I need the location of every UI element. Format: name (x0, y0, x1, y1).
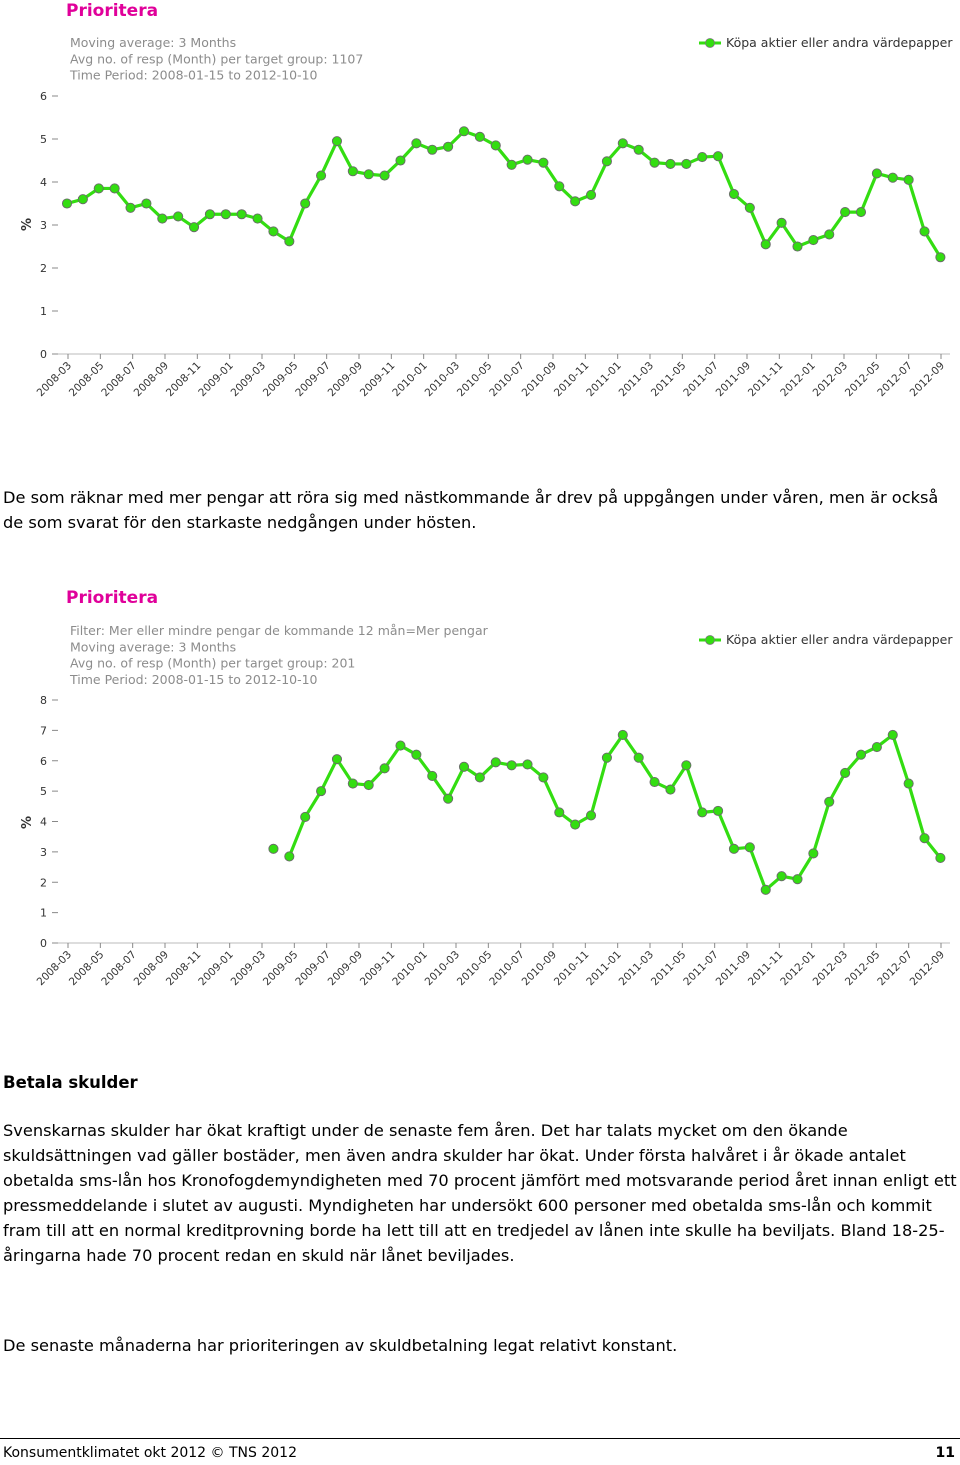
paragraph-konstant: De senaste månaderna har prioriteringen av skuldbetalning legat relativt konstant. (3, 1336, 678, 1355)
x-tick-label: 2010-05 (454, 359, 495, 400)
paragraph-skulder: Svenskarnas skulder har ökat kraftigt under de senaste fem åren. Det har talats mycket om den ökande skuldsättningen vad gäller bostäder, men även andra skulder har ökat. Under första halvåret i år ökade antalet obetalda sms-lån hos Kronofogdemyndigheten med 70 procent jämfört med motsvarande period året innan enligt ett pressmeddelande i slutet av augusti. Myndigheten har undersökt 600 personer med obetalda sms-lån och kommit fram till att en normal kreditprovning borde ha lett till att en tredjedel av lånen inte skulle ha beviljats. Bland 18-25-åringarna hade 70 procent redan en skuld när lånet beviljades. (3, 1121, 957, 1265)
data-point (507, 160, 516, 169)
x-tick-label: 2010-01 (390, 948, 430, 989)
data-point (94, 184, 103, 193)
y-tick-label: 7 (40, 724, 47, 738)
x-tick-label: 2009-05 (260, 948, 301, 989)
data-point (78, 195, 87, 204)
data-point (475, 132, 484, 141)
x-tick-label: 2012-07 (875, 948, 915, 989)
data-point (856, 208, 865, 217)
y-tick-label: 4 (40, 815, 47, 829)
x-tick-label: 2011-03 (616, 359, 657, 400)
data-point (523, 155, 532, 164)
data-point (682, 159, 691, 168)
data-point (412, 139, 421, 148)
data-point (285, 852, 294, 861)
y-tick-label: 6 (40, 754, 47, 768)
x-tick-label: 2012-09 (907, 359, 948, 400)
x-tick-label: 2009-07 (293, 359, 333, 400)
data-point (618, 730, 627, 739)
data-point (444, 142, 453, 151)
data-point (920, 227, 929, 236)
x-tick-label: 2010-09 (519, 948, 560, 989)
data-point (380, 764, 389, 773)
x-tick-label: 2012-01 (778, 948, 818, 989)
data-point (602, 753, 611, 762)
data-point (555, 182, 564, 191)
data-point (936, 853, 945, 862)
x-tick-label: 2012-01 (778, 359, 818, 400)
data-point (920, 834, 929, 843)
data-point (729, 189, 738, 198)
x-tick-label: 2010-11 (551, 948, 592, 989)
data-point (761, 885, 770, 894)
data-point (650, 777, 659, 786)
data-point (793, 242, 802, 251)
x-tick-label: 2010-11 (551, 359, 592, 400)
data-point (396, 156, 405, 165)
x-tick-label: 2011-05 (648, 948, 689, 989)
data-point (793, 875, 802, 884)
data-point (761, 240, 770, 249)
data-point (205, 210, 214, 219)
data-point (682, 761, 691, 770)
data-point (666, 159, 675, 168)
x-tick-label: 2009-01 (196, 359, 236, 400)
x-tick-label: 2009-03 (228, 359, 269, 400)
x-tick-label: 2012-05 (842, 359, 883, 400)
x-tick-label: 2012-05 (842, 948, 883, 989)
data-point (316, 787, 325, 796)
x-tick-label: 2009-05 (260, 359, 301, 400)
data-point (491, 141, 500, 150)
data-point (507, 761, 516, 770)
x-tick-label: 2012-03 (810, 359, 851, 400)
data-point (301, 812, 310, 821)
data-point (698, 152, 707, 161)
x-tick-label: 2009-09 (325, 948, 366, 989)
data-point (618, 139, 627, 148)
data-point (586, 190, 595, 199)
data-point (825, 230, 834, 239)
y-tick-label: 8 (40, 694, 47, 707)
chart-meta-line: Filter: Mer eller mindre pengar de kommande 12 mån=Mer pengar (70, 623, 488, 638)
x-tick-label: 2008-05 (66, 948, 107, 989)
legend-label: Köpa aktier eller andra värdepapper (726, 632, 953, 647)
data-point (285, 237, 294, 246)
x-tick-label: 2010-09 (519, 359, 560, 400)
data-point (237, 210, 246, 219)
x-tick-label: 2008-03 (34, 359, 75, 400)
data-point (936, 253, 945, 262)
data-point (904, 779, 913, 788)
data-point (380, 171, 389, 180)
data-point (364, 780, 373, 789)
line-chart-2 (0, 588, 960, 1000)
data-point (174, 212, 183, 221)
y-tick-label: 1 (40, 305, 47, 318)
data-point (698, 808, 707, 817)
chart-prioritera-mer-pengar (0, 588, 960, 1000)
y-tick-label: 0 (40, 937, 47, 950)
y-tick-label: 5 (40, 133, 47, 146)
x-tick-label: 2010-03 (422, 948, 463, 989)
y-axis-label: % (20, 815, 35, 829)
data-point (491, 758, 500, 767)
data-point (269, 227, 278, 236)
x-tick-label: 2009-09 (325, 359, 366, 400)
data-point (872, 742, 881, 751)
x-tick-label: 2009-11 (357, 359, 398, 400)
x-tick-label: 2011-11 (745, 948, 786, 989)
data-point (777, 872, 786, 881)
chart-title: Prioritera (66, 588, 159, 608)
legend-swatch-marker (706, 636, 715, 645)
x-tick-label: 2011-07 (681, 359, 721, 400)
data-point (459, 762, 468, 771)
x-tick-label: 2010-07 (487, 359, 527, 400)
x-tick-label: 2008-05 (66, 359, 107, 400)
x-tick-label: 2009-03 (228, 948, 269, 989)
x-tick-label: 2012-03 (810, 948, 851, 989)
y-tick-label: 5 (40, 785, 47, 799)
data-point (142, 199, 151, 208)
x-tick-label: 2011-03 (616, 948, 657, 989)
y-axis-label: % (20, 217, 35, 231)
y-tick-label: 1 (40, 906, 47, 920)
data-point (745, 203, 754, 212)
data-point (269, 844, 278, 853)
data-point (539, 773, 548, 782)
data-point (729, 844, 738, 853)
data-point (332, 755, 341, 764)
x-tick-label: 2011-07 (681, 948, 721, 989)
data-point (841, 768, 850, 777)
legend-swatch-marker (706, 39, 715, 48)
data-point (586, 811, 595, 820)
paragraph-intro: De som räknar med mer pengar att röra sig med nästkommande år drev på uppgången under våren, men är också de som svarat för den starkaste nedgången under hösten. (3, 488, 939, 532)
footer-divider (0, 1438, 960, 1439)
chart-meta-line: Avg no. of resp (Month) per target group: 201 (70, 655, 356, 671)
data-point (444, 794, 453, 803)
data-point (396, 741, 405, 750)
y-tick-label: 3 (40, 219, 47, 232)
x-tick-label: 2009-01 (196, 948, 236, 989)
x-tick-label: 2011-09 (713, 948, 754, 989)
data-point (666, 785, 675, 794)
data-point (158, 214, 167, 223)
data-point (332, 137, 341, 146)
data-point (412, 750, 421, 759)
data-point (316, 171, 325, 180)
data-point (62, 199, 71, 208)
data-point (872, 169, 881, 178)
x-tick-label: 2009-11 (357, 948, 398, 989)
chart-meta-line: Moving average: 3 Months (70, 35, 237, 50)
data-point (888, 730, 897, 739)
data-point (475, 773, 484, 782)
x-tick-label: 2012-09 (907, 948, 948, 989)
data-point (841, 208, 850, 217)
data-point (713, 806, 722, 815)
x-tick-label: 2011-01 (584, 948, 624, 989)
x-tick-label: 2008-07 (99, 359, 139, 400)
data-point (713, 152, 722, 161)
data-point (571, 820, 580, 829)
data-point (555, 808, 564, 817)
data-point (809, 849, 818, 858)
data-point (634, 753, 643, 762)
y-tick-label: 6 (40, 90, 47, 103)
data-point (126, 203, 135, 212)
data-point (809, 235, 818, 244)
x-tick-label: 2009-07 (293, 948, 333, 989)
data-point (253, 214, 262, 223)
data-point (221, 210, 230, 219)
data-point (825, 797, 834, 806)
data-point (189, 223, 198, 232)
data-point (777, 218, 786, 227)
x-tick-label: 2012-07 (875, 359, 915, 400)
chart-meta-line: Moving average: 3 Months (70, 639, 237, 655)
x-tick-label: 2008-03 (34, 948, 75, 989)
y-tick-label: 2 (40, 876, 47, 890)
data-point (650, 158, 659, 167)
chart-meta-line: Time Period: 2008-01-15 to 2012-10-10 (70, 671, 318, 687)
x-tick-label: 2010-05 (454, 948, 495, 989)
y-tick-label: 4 (40, 176, 47, 189)
data-point (364, 170, 373, 179)
legend-label: Köpa aktier eller andra värdepapper (726, 35, 953, 50)
chart-title: Prioritera (66, 1, 159, 21)
data-point (110, 184, 119, 193)
x-tick-label: 2011-11 (745, 359, 786, 400)
y-tick-label: 3 (40, 845, 47, 859)
data-point (539, 158, 548, 167)
x-tick-label: 2008-09 (131, 948, 172, 989)
data-point (428, 771, 437, 780)
x-tick-label: 2010-01 (390, 359, 430, 400)
x-tick-label: 2008-07 (99, 948, 139, 989)
data-point (348, 779, 357, 788)
x-tick-label: 2011-05 (648, 359, 689, 400)
chart-prioritera-all (0, 0, 960, 410)
data-point (904, 175, 913, 184)
data-point (602, 157, 611, 166)
data-point (634, 145, 643, 154)
x-tick-label: 2010-03 (422, 359, 463, 400)
chart-meta-line: Time Period: 2008-01-15 to 2012-10-10 (70, 67, 318, 83)
data-point (428, 145, 437, 154)
chart-meta-line: Avg no. of resp (Month) per target group: 1107 (70, 51, 364, 67)
y-tick-label: 2 (40, 262, 47, 275)
page-number: 11 (935, 1445, 955, 1461)
footer-text: Konsumentklimatet okt 2012 © TNS 2012 (3, 1445, 297, 1461)
line-chart-1 (0, 0, 960, 410)
x-tick-label: 2011-09 (713, 359, 754, 400)
data-point (856, 750, 865, 759)
data-point (571, 197, 580, 206)
y-tick-label: 0 (40, 348, 47, 361)
data-point (348, 167, 357, 176)
data-point (523, 760, 532, 769)
data-point (301, 199, 310, 208)
x-tick-label: 2010-07 (487, 948, 527, 989)
series-line (289, 735, 940, 890)
x-tick-label: 2011-01 (584, 359, 624, 400)
x-tick-label: 2008-09 (131, 359, 172, 400)
x-tick-label: 2008-11 (163, 948, 204, 989)
data-point (888, 173, 897, 182)
data-point (745, 843, 754, 852)
section-heading: Betala skulder (3, 1073, 138, 1092)
x-tick-label: 2008-11 (163, 359, 204, 400)
data-point (459, 127, 468, 136)
